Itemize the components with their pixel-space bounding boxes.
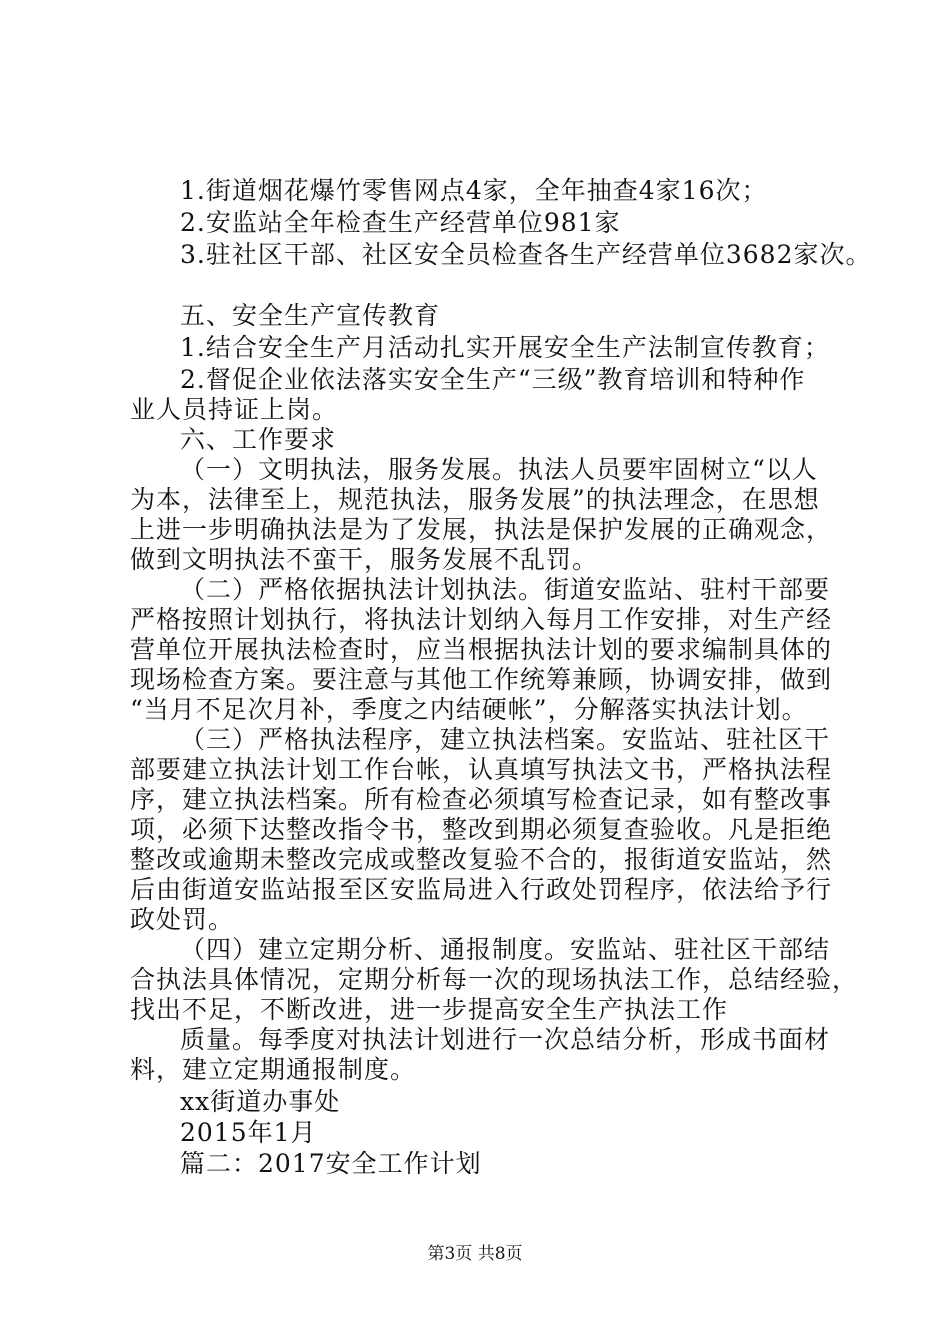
body-line: 2.安监站全年检查生产经营单位981家 — [180, 208, 621, 237]
body-line: 现场检查方案。要注意与其他工作统筹兼顾，协调安排，做到 — [130, 665, 833, 694]
body-line: 上进一步明确执法是为了发展，执法是保护发展的正确观念， — [130, 515, 833, 544]
body-line: （一）文明执法，服务发展。执法人员要牢固树立“以人 — [180, 455, 818, 484]
body-line: 3.驻社区干部、社区安全员检查各生产经营单位3682家次。 — [180, 240, 872, 269]
page-footer: 第3页 共8页 — [427, 1244, 523, 1264]
body-line: 后由街道安监站报至区安监局进入行政处罚程序，依法给予行 — [130, 875, 833, 904]
body-line: 做到文明执法不蛮干，服务发展不乱罚。 — [130, 545, 599, 574]
body-line: 政处罚。 — [130, 905, 235, 934]
body-line: （四）建立定期分析、通报制度。安监站、驻社区干部结 — [180, 935, 831, 964]
body-line: “当月不足次月补，季度之内结硬帐”，分解落实执法计划。 — [130, 695, 808, 724]
signature-date: 2015年1月 — [180, 1118, 317, 1147]
body-line: 严格按照计划执行，将执法计划纳入每月工作安排，对生产经 — [130, 605, 833, 634]
body-line: 1.结合安全生产月活动扎实开展安全生产法制宣传教育； — [180, 333, 830, 362]
body-line: 项，必须下达整改指令书，整改到期必须复查验收。凡是拒绝 — [130, 815, 833, 844]
body-line: 序，建立执法档案。所有检查必须填写检查记录，如有整改事 — [130, 785, 833, 814]
section-heading: 六、工作要求 — [180, 425, 337, 454]
body-line: （三）严格执法程序，建立执法档案。安监站、驻社区干 — [180, 725, 831, 754]
body-line: 2.督促企业依法落实安全生产“三级”教育培训和特种作 — [180, 365, 806, 394]
body-line: 质量。每季度对执法计划进行一次总结分析，形成书面材 — [180, 1025, 831, 1054]
next-section-title: 篇二：2017安全工作计划 — [180, 1149, 482, 1178]
body-line: 营单位开展执法检查时，应当根据执法计划的要求编制具体的 — [130, 635, 833, 664]
body-line: 整改或逾期未整改完成或整改复验不合的，报街道安监站，然 — [130, 845, 833, 874]
body-line: 业人员持证上岗。 — [130, 395, 339, 424]
body-line: 为本，法律至上，规范执法，服务发展”的执法理念，在思想 — [130, 485, 820, 514]
body-line: 部要建立执法计划工作台帐，认真填写执法文书，严格执法程 — [130, 755, 833, 784]
body-line: 料，建立定期通报制度。 — [130, 1055, 417, 1084]
signature-org: xx街道办事处 — [180, 1087, 341, 1116]
body-line: 1.街道烟花爆竹零售网点4家，全年抽查4家16次； — [180, 176, 768, 205]
body-line: 合执法具体情况，定期分析每一次的现场执法工作，总结经验， — [130, 965, 859, 994]
body-line: （二）严格依据执法计划执法。街道安监站、驻村干部要 — [180, 575, 831, 604]
section-heading: 五、安全生产宣传教育 — [180, 301, 441, 330]
body-line: 找出不足，不断改进，进一步提高安全生产执法工作 — [130, 995, 729, 1024]
